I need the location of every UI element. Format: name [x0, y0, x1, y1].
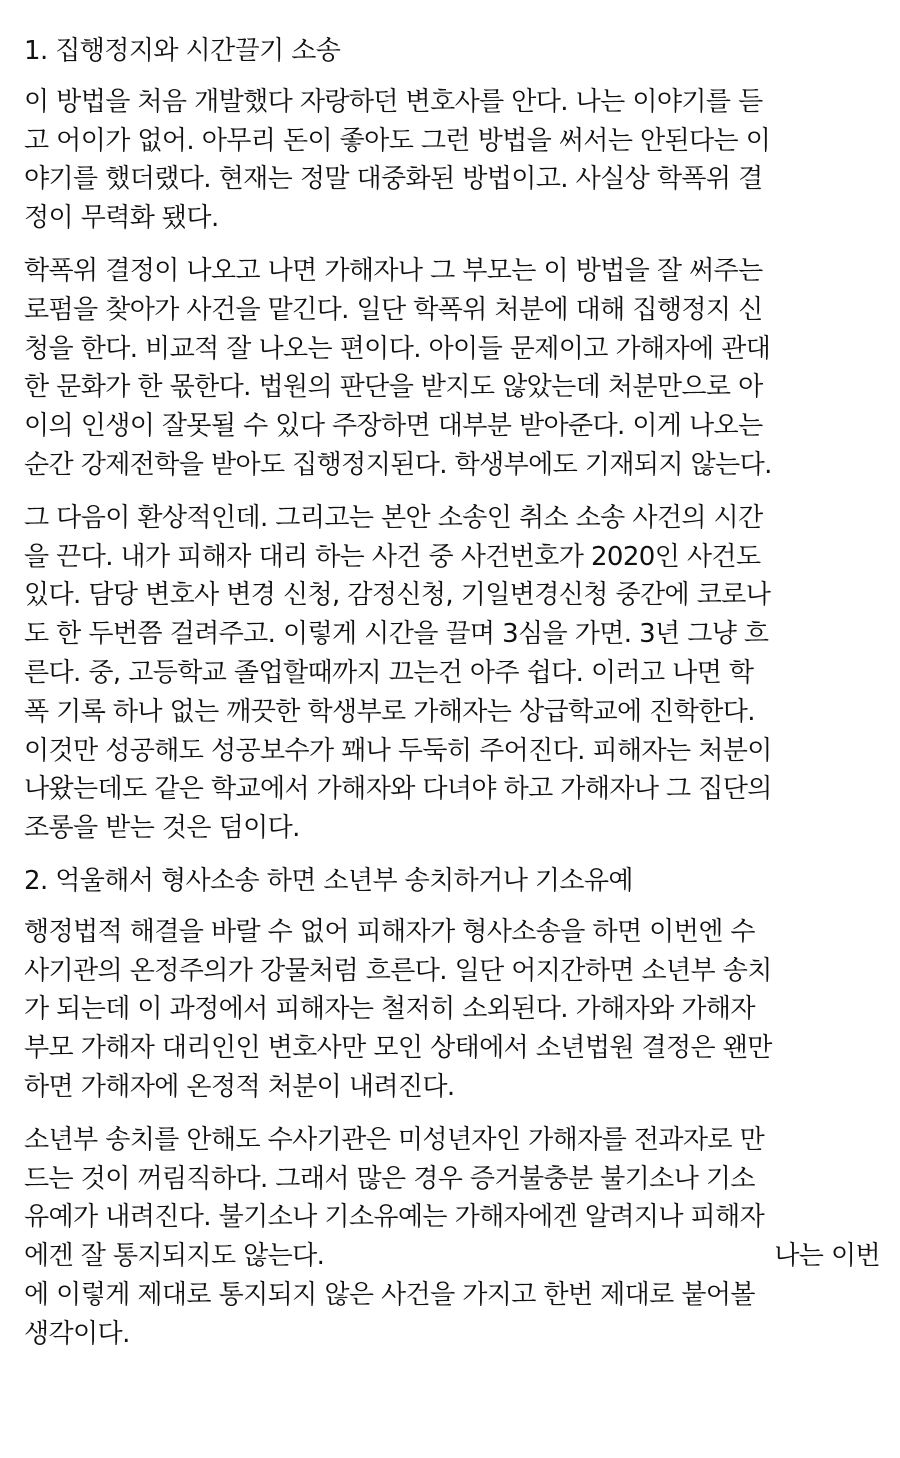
text-line: 청을 한다. 비교적 잘 나오는 편이다. 아이들 문제이고 가해자에 관대 — [24, 333, 771, 364]
text-line: 나왔는데도 같은 학교에서 가해자와 다녀야 하고 가해자나 그 집단의 — [24, 774, 772, 805]
section-heading: 2. 억울해서 형사소송 하면 소년부 송치하거나 기소유예 — [24, 865, 633, 896]
text-line: 소년부 송치를 안해도 수사기관은 미성년자인 가해자를 전과자로 만 — [24, 1124, 765, 1155]
text-line: 순간 강제전학을 받아도 집행정지된다. 학생부에도 기재되지 않는다. — [24, 449, 772, 480]
paragraph — [24, 499, 880, 848]
text-line: 있다. 담당 변호사 변경 신청, 감정신청, 기일변경신청 중간에 코로나 — [24, 580, 771, 611]
text-line: 드는 것이 꺼림직하다. 그래서 많은 경우 증거불충분 불기소나 기소 — [24, 1163, 755, 1194]
text-line: 도 한 두번쯤 걸려주고. 이렇게 시간을 끌며 3심을 가면. 3년 그냥 흐 — [24, 619, 769, 650]
text-line: 고 어이가 없어. 아무리 돈이 좋아도 그런 방법을 써서는 안된다는 이 — [24, 125, 771, 156]
text-line: 생각이다. — [24, 1318, 130, 1349]
text-line: 로펌을 찾아가 사건을 맡긴다. 일단 학폭위 처분에 대해 집행정지 신 — [24, 294, 763, 325]
text-line: 유예가 내려진다. 불기소나 기소유예는 가해자에겐 알려지나 피해자 — [24, 1202, 765, 1233]
text-line-left: 에겐 잘 통지되지도 않는다. — [24, 1241, 325, 1272]
text-line-split — [24, 1237, 880, 1276]
text-line: 정이 무력화 됐다. — [24, 203, 219, 234]
text-line: 한 문화가 한 몫한다. 법원의 판단을 받지도 않았는데 처분만으로 아 — [24, 372, 763, 403]
paragraph — [24, 252, 880, 485]
paragraph — [24, 1121, 880, 1354]
text-line: 에 이렇게 제대로 통지되지 않은 사건을 가지고 한번 제대로 붙어볼 — [24, 1279, 755, 1310]
text-line: 이것만 성공해도 성공보수가 꽤나 두둑히 주어진다. 피해자는 처분이 — [24, 735, 772, 766]
text-line: 폭 기록 하나 없는 깨끗한 학생부로 가해자는 상급학교에 진학한다. — [24, 696, 755, 727]
text-line: 야기를 했더랬다. 현재는 정말 대중화된 방법이고. 사실상 학폭위 결 — [24, 164, 763, 195]
text-line: 이의 인생이 잘못될 수 있다 주장하면 대부분 받아준다. 이게 나오는 — [24, 411, 763, 442]
text-line: 가 되는데 이 과정에서 피해자는 철저히 소외된다. 가해자와 가해자 — [24, 994, 755, 1025]
text-line: 이 방법을 처음 개발했다 자랑하던 변호사를 안다. 나는 이야기를 듣 — [24, 86, 763, 117]
article-body — [24, 32, 880, 1354]
paragraph — [24, 83, 880, 238]
text-line: 학폭위 결정이 나오고 나면 가해자나 그 부모는 이 방법을 잘 써주는 — [24, 255, 763, 286]
text-line: 른다. 중, 고등학교 졸업할때까지 끄는건 아주 쉽다. 이러고 나면 학 — [24, 657, 754, 688]
section-heading: 1. 집행정지와 시간끌기 소송 — [24, 36, 341, 66]
text-line: 사기관의 온정주의가 강물처럼 흐른다. 일단 어지간하면 소년부 송치 — [24, 955, 772, 986]
text-line: 조롱을 받는 것은 덤이다. — [24, 813, 300, 844]
text-line: 하면 가해자에 온정적 처분이 내려진다. — [24, 1071, 455, 1102]
text-line-right: 나는 이번 — [774, 1241, 880, 1272]
text-line: 행정법적 해결을 바랄 수 없어 피해자가 형사소송을 하면 이번엔 수 — [24, 916, 755, 947]
text-line: 그 다음이 환상적인데. 그리고는 본안 소송인 취소 소송 사건의 시간 — [24, 502, 763, 533]
text-line: 을 끈다. 내가 피해자 대리 하는 사건 중 사건번호가 2020인 사건도 — [24, 541, 761, 572]
text-line: 부모 가해자 대리인인 변호사만 모인 상태에서 소년법원 결정은 왠만 — [24, 1033, 772, 1064]
paragraph — [24, 913, 880, 1107]
